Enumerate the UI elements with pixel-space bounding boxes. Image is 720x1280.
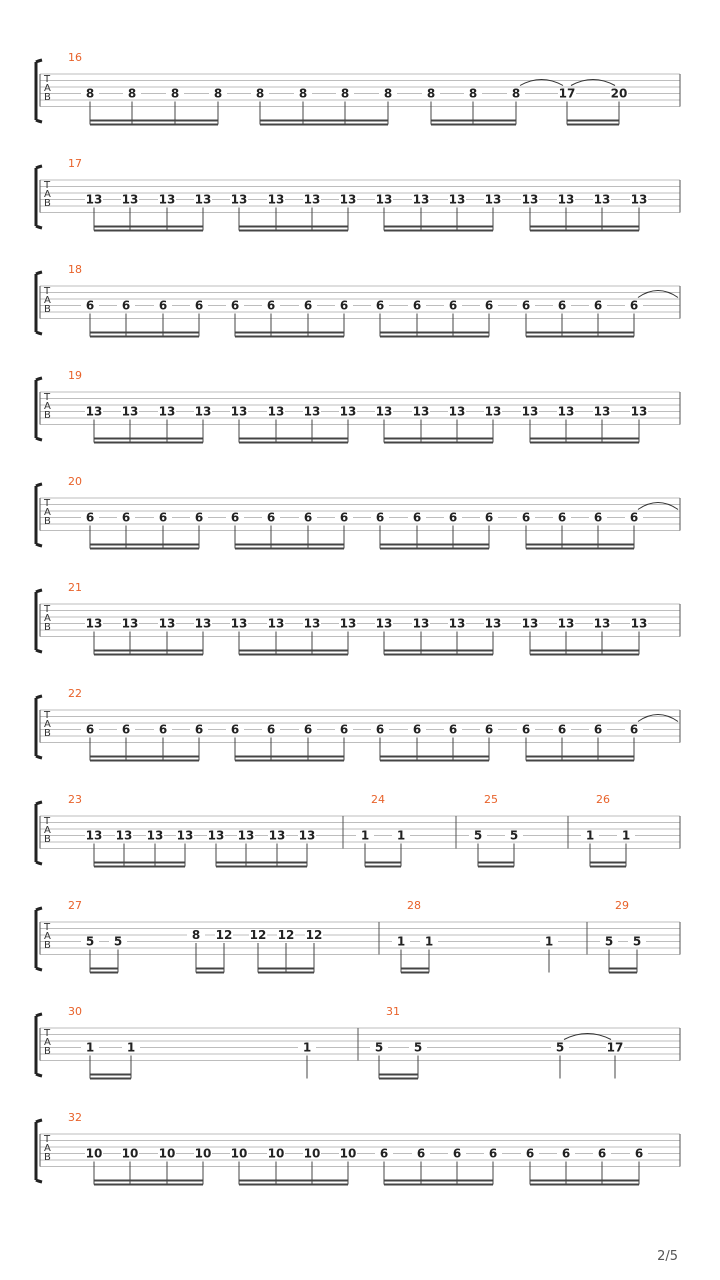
system-bracket [36, 166, 42, 228]
fret-number: 6 [339, 298, 349, 313]
fret-number: 8 [468, 86, 478, 101]
fret-number: 5 [113, 934, 123, 949]
fret-number: 6 [85, 510, 95, 525]
fret-number: 6 [303, 298, 313, 313]
fret-number: 6 [629, 722, 639, 737]
fret-number: 6 [194, 510, 204, 525]
measure-number: 28 [407, 899, 421, 912]
tab-clef-letter: A [44, 1037, 51, 1048]
fret-number: 13 [630, 616, 648, 631]
fret-number: 12 [249, 928, 267, 942]
fret-number: 1 [126, 1040, 136, 1055]
fret-number: 6 [375, 298, 385, 313]
fret-number: 13 [85, 404, 103, 419]
fret-number: 1 [85, 1040, 95, 1055]
measure-number: 19 [68, 369, 82, 382]
fret-number: 10 [121, 1146, 139, 1161]
fret-number: 13 [484, 404, 502, 419]
measure-number: 21 [68, 581, 82, 594]
tab-clef-letter: B [44, 940, 51, 951]
fret-number: 10 [158, 1146, 176, 1161]
fret-number: 13 [521, 616, 539, 631]
tab-clef-letter: A [44, 83, 51, 94]
measure-number: 22 [68, 687, 82, 700]
fret-number: 6 [412, 510, 422, 525]
measure-number: 29 [615, 899, 629, 912]
fret-number: 13 [158, 192, 176, 207]
fret-number: 6 [339, 510, 349, 525]
fret-number: 8 [426, 86, 436, 101]
fret-number: 6 [557, 722, 567, 737]
fret-number: 1 [621, 828, 631, 843]
fret-number: 13 [557, 404, 575, 419]
tab-clef-letter: B [44, 92, 51, 103]
fret-number: 13 [375, 404, 393, 419]
fret-number: 6 [488, 1146, 498, 1161]
fret-number: 13 [267, 616, 285, 631]
fret-number: 6 [597, 1146, 607, 1161]
fret-number: 5 [604, 934, 614, 949]
fret-number: 13 [146, 828, 164, 843]
fret-number: 13 [593, 192, 611, 207]
fret-number: 10 [230, 1146, 248, 1161]
fret-number: 6 [303, 722, 313, 737]
tab-clef-letter: A [44, 1143, 51, 1154]
tab-clef-letter: A [44, 825, 51, 836]
fret-number: 6 [412, 298, 422, 313]
fret-number: 6 [121, 298, 131, 313]
tie-arc [638, 503, 678, 510]
tab-system [36, 475, 680, 549]
measure-number: 30 [68, 1005, 82, 1018]
measure-number: 20 [68, 475, 82, 488]
fret-number: 10 [339, 1146, 357, 1161]
tab-clef-letter: A [44, 401, 51, 412]
fret-number: 13 [630, 404, 648, 419]
fret-number: 6 [484, 722, 494, 737]
fret-number: 10 [267, 1146, 285, 1161]
fret-number: 6 [375, 510, 385, 525]
fret-number: 6 [629, 298, 639, 313]
fret-number: 6 [375, 722, 385, 737]
fret-number: 13 [412, 404, 430, 419]
fret-number: 5 [85, 934, 95, 949]
fret-number: 13 [375, 616, 393, 631]
system-bracket [36, 590, 42, 652]
measure-number: 25 [484, 793, 498, 806]
system-bracket [36, 484, 42, 546]
fret-number: 6 [525, 1146, 535, 1161]
fret-number: 13 [484, 616, 502, 631]
fret-number: 6 [158, 510, 168, 525]
fret-number: 13 [85, 192, 103, 207]
fret-number: 6 [266, 722, 276, 737]
fret-number: 13 [521, 192, 539, 207]
tab-system [36, 581, 680, 655]
tab-clef-letter: A [44, 189, 51, 200]
tab-clef-letter: T [44, 922, 51, 933]
measure-number: 27 [68, 899, 82, 912]
tab-clef-letter: T [44, 498, 51, 509]
fret-number: 10 [85, 1146, 103, 1161]
system-bracket [36, 802, 42, 864]
tab-clef-letter: T [44, 392, 51, 403]
fret-number: 5 [555, 1040, 565, 1055]
page-number: 2/5 [657, 1249, 678, 1264]
fret-number: 6 [121, 722, 131, 737]
measure-number: 26 [596, 793, 610, 806]
tab-clef-letter: A [44, 507, 51, 518]
fret-number: 6 [303, 510, 313, 525]
fret-number: 13 [115, 828, 133, 843]
fret-number: 13 [557, 616, 575, 631]
fret-number: 1 [396, 828, 406, 843]
measure-number: 24 [371, 793, 385, 806]
fret-number: 13 [230, 404, 248, 419]
fret-number: 13 [412, 192, 430, 207]
fret-number: 13 [593, 616, 611, 631]
fret-number: 13 [85, 828, 103, 843]
fret-number: 5 [632, 934, 642, 949]
measure-number: 18 [68, 263, 82, 276]
tab-clef-letter: A [44, 295, 51, 306]
fret-number: 1 [396, 934, 406, 949]
fret-number: 13 [176, 828, 194, 843]
fret-number: 13 [85, 616, 103, 631]
tie-arc [638, 291, 678, 298]
fret-number: 8 [85, 86, 95, 101]
fret-number: 5 [374, 1040, 384, 1055]
fret-number: 6 [629, 510, 639, 525]
fret-number: 6 [448, 722, 458, 737]
tab-system [36, 1005, 680, 1079]
fret-number: 1 [544, 934, 554, 949]
fret-number: 13 [230, 616, 248, 631]
fret-number: 13 [121, 616, 139, 631]
system-bracket [36, 696, 42, 758]
fret-number: 13 [448, 192, 466, 207]
fret-number: 6 [593, 722, 603, 737]
fret-number: 6 [158, 298, 168, 313]
tab-clef-letter: A [44, 613, 51, 624]
tab-clef-letter: T [44, 604, 51, 615]
fret-number: 13 [339, 616, 357, 631]
fret-number: 6 [521, 298, 531, 313]
fret-number: 8 [298, 86, 308, 101]
fret-number: 8 [191, 928, 201, 942]
tab-clef-letter: T [44, 286, 51, 297]
fret-number: 13 [412, 616, 430, 631]
system-bracket [36, 1014, 42, 1076]
fret-number: 10 [194, 1146, 212, 1161]
fret-number: 13 [121, 192, 139, 207]
fret-number: 13 [237, 828, 255, 843]
fret-number: 1 [302, 1040, 312, 1055]
tab-system [36, 1111, 680, 1185]
fret-number: 13 [194, 616, 212, 631]
fret-number: 6 [634, 1146, 644, 1161]
fret-number: 13 [303, 192, 321, 207]
fret-number: 5 [413, 1040, 423, 1055]
tab-clef-letter: T [44, 1028, 51, 1039]
tab-clef-letter: T [44, 816, 51, 827]
fret-number: 13 [593, 404, 611, 419]
fret-number: 17 [558, 86, 576, 101]
tab-system [36, 687, 680, 761]
system-bracket [36, 60, 42, 122]
fret-number: 6 [521, 722, 531, 737]
fret-number: 8 [340, 86, 350, 101]
tab-clef-letter: B [44, 728, 51, 739]
fret-number: 13 [448, 616, 466, 631]
fret-number: 13 [448, 404, 466, 419]
fret-number: 6 [484, 298, 494, 313]
system-bracket [36, 272, 42, 334]
fret-number: 12 [277, 928, 295, 942]
fret-number: 6 [593, 298, 603, 313]
fret-number: 6 [158, 722, 168, 737]
fret-number: 6 [484, 510, 494, 525]
measure-number: 31 [386, 1005, 400, 1018]
measure-number: 17 [68, 157, 82, 170]
fret-number: 13 [268, 828, 286, 843]
fret-number: 6 [416, 1146, 426, 1161]
fret-number: 13 [158, 404, 176, 419]
fret-number: 6 [448, 298, 458, 313]
fret-number: 13 [521, 404, 539, 419]
fret-number: 13 [339, 404, 357, 419]
fret-number: 13 [194, 404, 212, 419]
tab-clef-letter: A [44, 719, 51, 730]
tab-clef-letter: T [44, 180, 51, 191]
fret-number: 6 [521, 510, 531, 525]
fret-number: 6 [557, 298, 567, 313]
tab-system [36, 369, 680, 443]
fret-number: 6 [412, 722, 422, 737]
tab-clef-letter: A [44, 931, 51, 942]
tab-system [36, 51, 680, 125]
fret-number: 6 [194, 722, 204, 737]
fret-number: 8 [255, 86, 265, 101]
fret-number: 13 [267, 404, 285, 419]
tab-clef-letter: B [44, 834, 51, 845]
fret-number: 13 [298, 828, 316, 843]
tie-arc [638, 715, 678, 722]
system-bracket [36, 908, 42, 970]
fret-number: 10 [303, 1146, 321, 1161]
tab-system [36, 263, 680, 337]
tab-clef-letter: B [44, 304, 51, 315]
fret-number: 13 [303, 616, 321, 631]
fret-number: 6 [121, 510, 131, 525]
fret-number: 5 [509, 828, 519, 843]
fret-number: 5 [473, 828, 483, 843]
fret-number: 13 [267, 192, 285, 207]
tab-clef-letter: B [44, 410, 51, 421]
fret-number: 17 [606, 1040, 624, 1055]
measure-number: 32 [68, 1111, 82, 1124]
fret-number: 13 [630, 192, 648, 207]
fret-number: 13 [207, 828, 225, 843]
fret-number: 1 [360, 828, 370, 843]
fret-number: 8 [383, 86, 393, 101]
tab-clef-letter: B [44, 198, 51, 209]
measure-number: 23 [68, 793, 82, 806]
tab-system [36, 899, 680, 973]
tab-clef-letter: B [44, 622, 51, 633]
tab-system [36, 793, 680, 867]
fret-number: 6 [557, 510, 567, 525]
fret-number: 13 [557, 192, 575, 207]
system-bracket [36, 378, 42, 440]
fret-number: 8 [511, 86, 521, 101]
fret-number: 13 [158, 616, 176, 631]
fret-number: 1 [585, 828, 595, 843]
fret-number: 6 [194, 298, 204, 313]
tab-system [36, 157, 680, 231]
fret-number: 13 [484, 192, 502, 207]
fret-number: 13 [375, 192, 393, 207]
tab-clef-letter: T [44, 74, 51, 85]
fret-number: 6 [339, 722, 349, 737]
fret-number: 13 [230, 192, 248, 207]
fret-number: 6 [85, 722, 95, 737]
system-bracket [36, 1120, 42, 1182]
fret-number: 6 [230, 722, 240, 737]
fret-number: 6 [266, 510, 276, 525]
fret-number: 8 [127, 86, 137, 101]
fret-number: 13 [339, 192, 357, 207]
fret-number: 6 [230, 510, 240, 525]
tab-clef-letter: B [44, 516, 51, 527]
fret-number: 6 [85, 298, 95, 313]
fret-number: 13 [194, 192, 212, 207]
fret-number: 6 [266, 298, 276, 313]
fret-number: 6 [452, 1146, 462, 1161]
fret-number: 6 [593, 510, 603, 525]
fret-number: 20 [610, 86, 628, 101]
tab-clef-letter: T [44, 1134, 51, 1145]
fret-number: 6 [230, 298, 240, 313]
fret-number: 6 [379, 1146, 389, 1161]
measure-number: 16 [68, 51, 82, 64]
fret-number: 12 [305, 928, 323, 942]
fret-number: 6 [561, 1146, 571, 1161]
tab-clef-letter: T [44, 710, 51, 721]
fret-number: 1 [424, 934, 434, 949]
fret-number: 13 [303, 404, 321, 419]
fret-number: 8 [213, 86, 223, 101]
fret-number: 8 [170, 86, 180, 101]
fret-number: 12 [215, 928, 233, 942]
tab-clef-letter: B [44, 1046, 51, 1057]
tab-clef-letter: B [44, 1152, 51, 1163]
fret-number: 13 [121, 404, 139, 419]
fret-number: 6 [448, 510, 458, 525]
